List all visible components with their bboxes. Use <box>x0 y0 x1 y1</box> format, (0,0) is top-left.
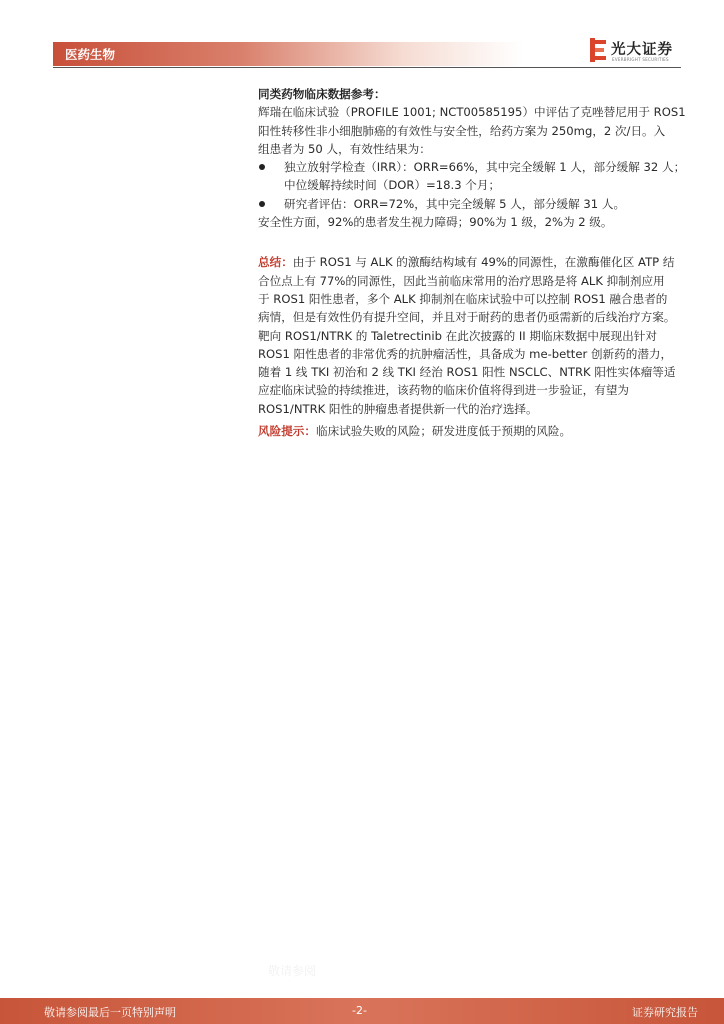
bullet-dot-icon <box>259 201 265 207</box>
reference-heading: 同类药物临床数据参考： <box>258 87 386 101</box>
header-divider <box>53 67 681 68</box>
brand-subtitle: EVERBRIGHT SECURITIES <box>612 57 669 62</box>
sector-label: 医药生物 <box>65 47 116 62</box>
section-header-band <box>53 42 523 66</box>
page-footer <box>0 998 724 1024</box>
summary-line: 靶向 ROS1/NTRK 的 Taletrectinib 在此次披露的 II 期临床数据中展现出针对 <box>258 328 657 343</box>
summary-first-line <box>258 253 682 271</box>
summary-line: 应症临床试验的持续推进，该药物的临床价值将得到进一步验证，有望为 <box>258 383 630 398</box>
summary-label: 总结： <box>258 255 293 270</box>
risk-label: 风险提示： <box>258 424 316 439</box>
summary-text: 由于 ROS1 与 ALK 的激酶结构域有 49%的同源性，在激酶催化区 ATP 结 <box>292 255 675 270</box>
bullet-line: 独立放射学检查（IRR）：ORR=66%，其中完全缓解 1 人，部分缓解 32 人； <box>284 160 686 175</box>
bullet-line: 中位缓解持续时间（DOR）=18.3 个月； <box>284 178 501 193</box>
summary-line: ROS1/NTRK 阳性的肿瘤患者提供新一代的治疗选择。 <box>258 401 538 416</box>
page-number: -2- <box>352 1004 367 1017</box>
summary-line: 合位点上有 77%的同源性，因此当前临床常用的治疗思路是将 ALK 抑制剂应用 <box>258 273 665 288</box>
disclaimer-notice: 敬请参阅最后一页特别声明 <box>44 1006 176 1019</box>
report-type: 证券研究报告 <box>632 1006 698 1019</box>
report-body <box>258 85 686 440</box>
brand-name: 光大证券 <box>611 42 673 58</box>
summary-line: 随着 1 线 TKI 初治和 2 线 TKI 经治 ROS1 阳性 NSCLC、NTRK 阳性实体瘤等适 <box>258 365 676 380</box>
summary-line: ROS1 阳性患者的非常优秀的抗肿瘤活性，具备成为 me-better 创新药的潜力， <box>258 346 673 361</box>
summary-line: 病情，但是有效性仍有提升空间，并且对于耐药的患者仍亟需新的后线治疗方案。 <box>258 310 676 325</box>
paragraph-line: 辉瑞在临床试验（PROFILE 1001; NCT00585195）中评估了克唑替尼用于 ROS1 <box>258 105 686 120</box>
everbright-logo-icon <box>589 37 607 63</box>
bullet-dot-icon <box>259 164 265 170</box>
bullet-item-investigator <box>258 195 682 213</box>
paragraph-line: 阳性转移性非小细胞肺癌的有效性与安全性，给药方案为 250mg，2 次/日。入 <box>258 123 666 138</box>
paragraph-line: 组患者为 50 人，有效性结果为： <box>258 141 431 156</box>
risk-text: 临床试验失败的风险；研发进度低于预期的风险。 <box>315 424 572 439</box>
company-logo <box>589 37 689 65</box>
bullet-line: 研究者评估：ORR=72%，其中完全缓解 5 人，部分缓解 31 人。 <box>284 196 626 211</box>
safety-line: 安全性方面，92%的患者发生视力障碍；90%为 1 级，2%为 2 级。 <box>258 215 613 230</box>
risk-line <box>258 422 682 440</box>
bullet-item-irr <box>258 158 686 195</box>
watermark: 敬请参阅 <box>268 964 317 978</box>
summary-line: 于 ROS1 阳性患者，多个 ALK 抑制剂在临床试验中可以控制 ROS1 融合患者的 <box>258 291 668 306</box>
